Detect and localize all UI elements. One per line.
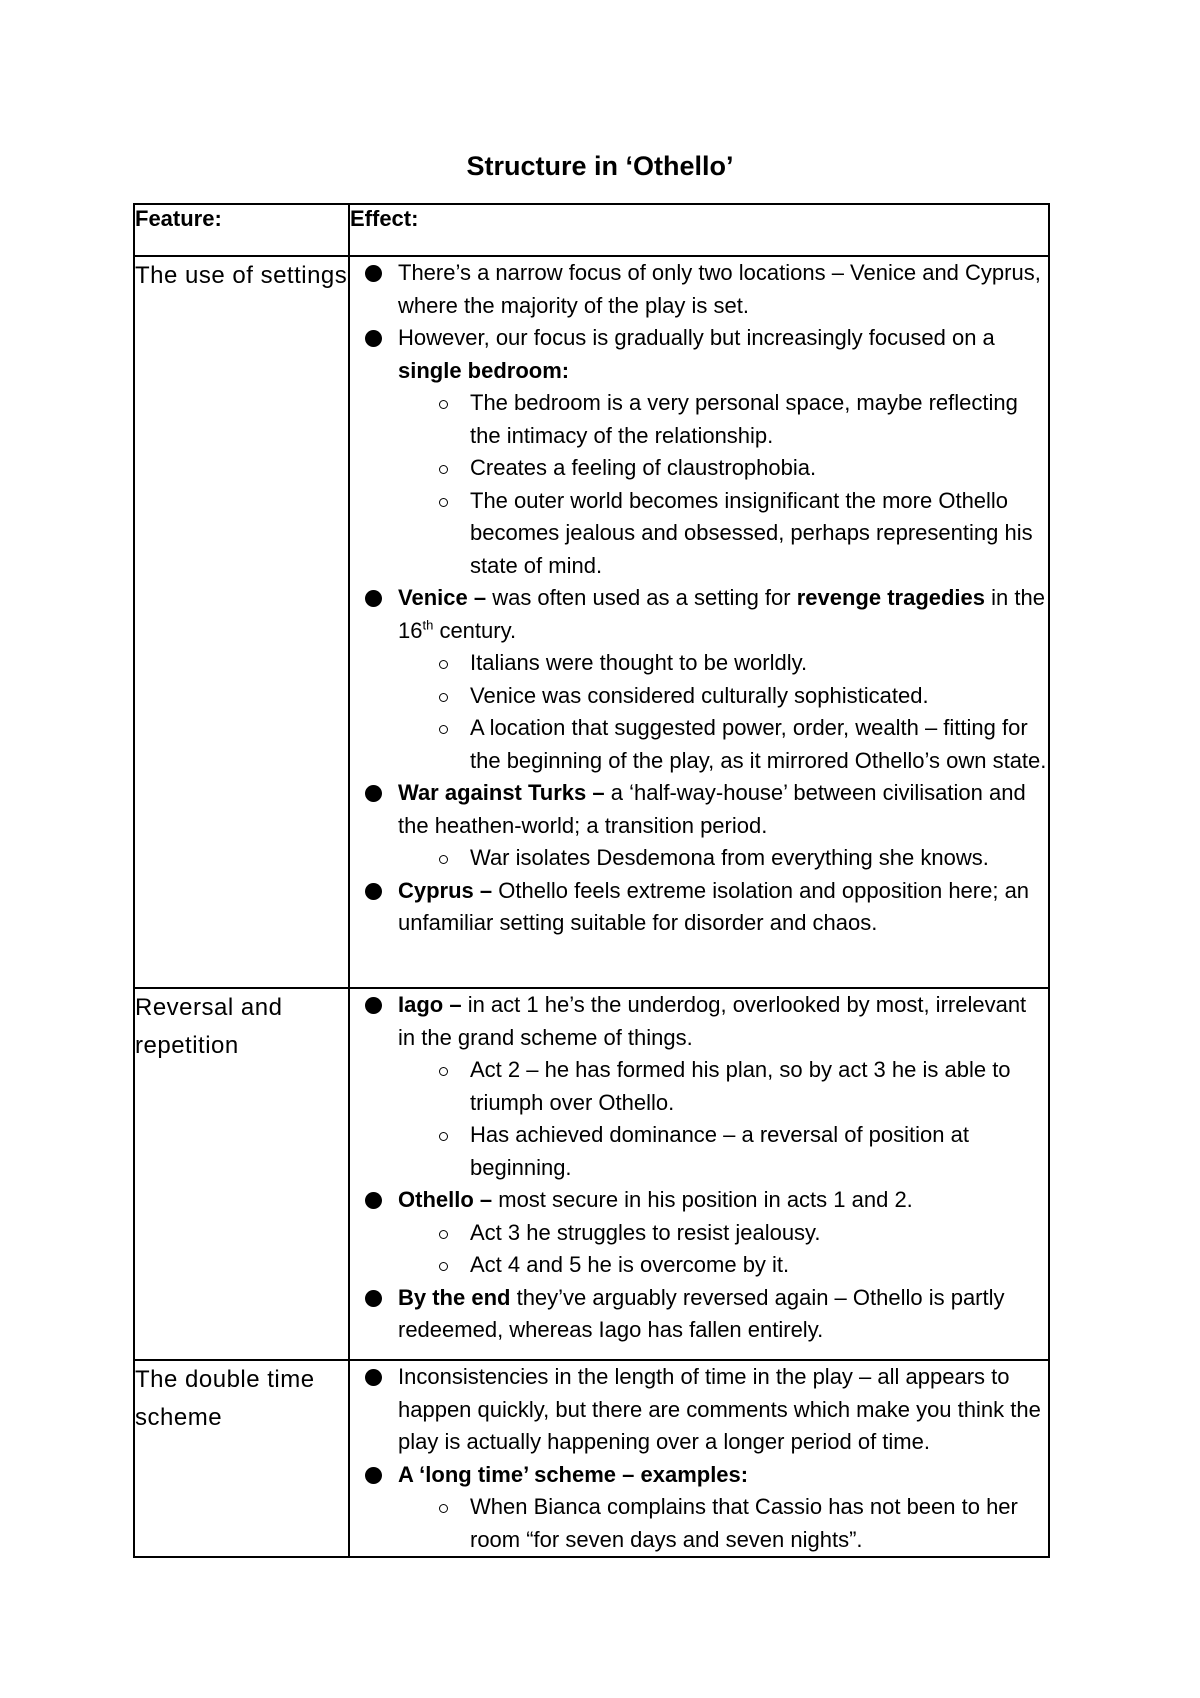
sub-list-item [398,1249,1048,1282]
bullet-bold-text: Iago – [398,992,462,1017]
table-header-row [134,204,1049,256]
bullet-icon [365,265,382,282]
header-feature: Feature: [134,204,349,256]
sub-list-item [398,680,1048,713]
bullet-text: There’s a narrow focus of only two locations – Venice and Cyprus, where the majority of the play is set. [398,260,1041,318]
bullet-icon [365,330,382,347]
list-item [350,257,1048,322]
bullet-text: Inconsistencies in the length of time in the play – all appears to happen quickly, but there are comments which make you think the play is actually happening over a longer period of time. [398,1364,1041,1454]
bullet-icon [365,883,382,900]
circle-bullet-icon [439,693,448,702]
circle-bullet-icon [439,660,448,669]
bullet-icon [365,1467,382,1484]
sub-item-text: Has achieved dominance – a reversal of position at beginning. [470,1122,969,1180]
bullet-bold-text: revenge tragedies [796,585,986,610]
sub-list [398,647,1048,777]
sub-item-text: When Bianca complains that Cassio has not been to her room “for seven days and seven nights”. [470,1494,1018,1552]
sub-item-text: Venice was considered culturally sophisticated. [470,682,929,708]
sub-list-item [398,1119,1048,1184]
list-item [350,1361,1048,1459]
bullet-text: most secure in his position in acts 1 and 2. [492,1187,913,1212]
bullet-icon [365,1192,382,1209]
sub-item-text: The bedroom is a very personal space, maybe reflecting the intimacy of the relationship. [470,390,1018,448]
sub-list-item [398,1054,1048,1119]
bullet-list [350,257,1048,940]
bullet-bold-text: single bedroom: [398,357,570,383]
sub-list-item [398,387,1048,452]
list-item [350,1184,1048,1282]
circle-bullet-icon [439,1262,448,1271]
bullet-bold-text: Venice – [398,585,487,610]
list-item [350,1459,1048,1557]
sub-item-text: Creates a feeling of claustrophobia. [470,455,817,480]
sub-item-text: Italians were thought to be worldly. [470,650,808,675]
sub-list [398,1491,1048,1556]
bullet-icon [365,1369,382,1386]
header-effect: Effect: [349,204,1049,256]
bullet-text: in act 1 he’s the underdog, overlooked by most, irrelevant in the grand scheme of things. [398,992,1027,1050]
circle-bullet-icon [439,465,448,474]
sub-list [398,842,1048,875]
sub-list-item [398,1217,1048,1250]
bullet-bold-text: By the end [398,1284,511,1310]
circle-bullet-icon [439,1230,448,1239]
effect-cell [349,256,1049,988]
structure-table [133,203,1050,1558]
document-title: Structure in ‘Othello’ [466,151,734,181]
list-item [350,1282,1048,1347]
bullet-text: However, our focus is gradually but increasingly focused on a [398,325,995,350]
bullet-text: Othello feels extreme isolation and opposition here; an unfamiliar setting suitable for disorder and chaos. [398,877,1030,935]
sub-list-item [398,842,1048,875]
bullet-text: they’ve arguably reversed again – Othello is partly redeemed, whereas Iago has fallen entirely. [398,1284,1005,1342]
bullet-icon [365,785,382,802]
feature-cell: The double time scheme [134,1360,349,1557]
sub-list-item [398,1491,1048,1556]
sub-item-text: War isolates Desdemona from everything she knows. [470,845,989,870]
feature-cell: The use of settings [134,256,349,988]
sub-list [398,387,1048,582]
list-item [350,989,1048,1184]
bullet-text: century. [433,617,517,643]
table-row [134,256,1049,988]
circle-bullet-icon [439,855,448,864]
bullet-bold-text: Cyprus – [398,877,493,903]
sub-item-text: Act 4 and 5 he is overcome by it. [470,1252,790,1277]
circle-bullet-icon [439,400,448,409]
bullet-icon [365,1290,382,1307]
sub-list [398,1054,1048,1184]
bullet-text: was often used as a setting for [486,585,797,610]
table-row [134,988,1049,1360]
effect-cell [349,988,1049,1360]
circle-bullet-icon [439,1132,448,1141]
sub-item-text: Act 3 he struggles to resist jealousy. [470,1219,821,1245]
circle-bullet-icon [439,498,448,507]
feature-cell: Reversal and repetition [134,988,349,1360]
sub-item-text: Act 2 – he has formed his plan, so by act 3 he is able to triumph over Othello. [470,1057,1011,1115]
bullet-text: a ‘half-way-house’ between civilisation and the heathen-world; a transition period. [398,780,1026,838]
bullet-text: in the 16 [398,585,1045,643]
effect-cell [349,1360,1049,1557]
sub-item-text: The outer world becomes insignificant the more Othello becomes jealous and obsessed, perhaps representing his state of mind. [470,487,1033,578]
list-item [350,322,1048,582]
bullet-bold-text: Othello – [398,1187,493,1212]
sub-item-text: A location that suggested power, order, wealth – fitting for the beginning of the play, as it mirrored Othello’s own state. [470,715,1047,773]
superscript: th [422,617,434,633]
bullet-list [350,989,1048,1347]
bullet-bold-text: A ‘long time’ scheme – examples: [398,1461,749,1487]
sub-list-item [398,485,1048,583]
circle-bullet-icon [439,1067,448,1076]
sub-list-item [398,712,1048,777]
bullet-icon [365,590,382,607]
bullet-list [350,1361,1048,1556]
sub-list-item [398,647,1048,680]
list-item [350,875,1048,940]
list-item [350,582,1048,777]
circle-bullet-icon [439,1504,448,1513]
sub-list [398,1217,1048,1282]
table-row [134,1360,1049,1557]
bullet-bold-text: War against Turks – [398,780,605,805]
circle-bullet-icon [439,725,448,734]
list-item [350,777,1048,875]
bullet-icon [365,997,382,1014]
sub-list-item [398,452,1048,485]
